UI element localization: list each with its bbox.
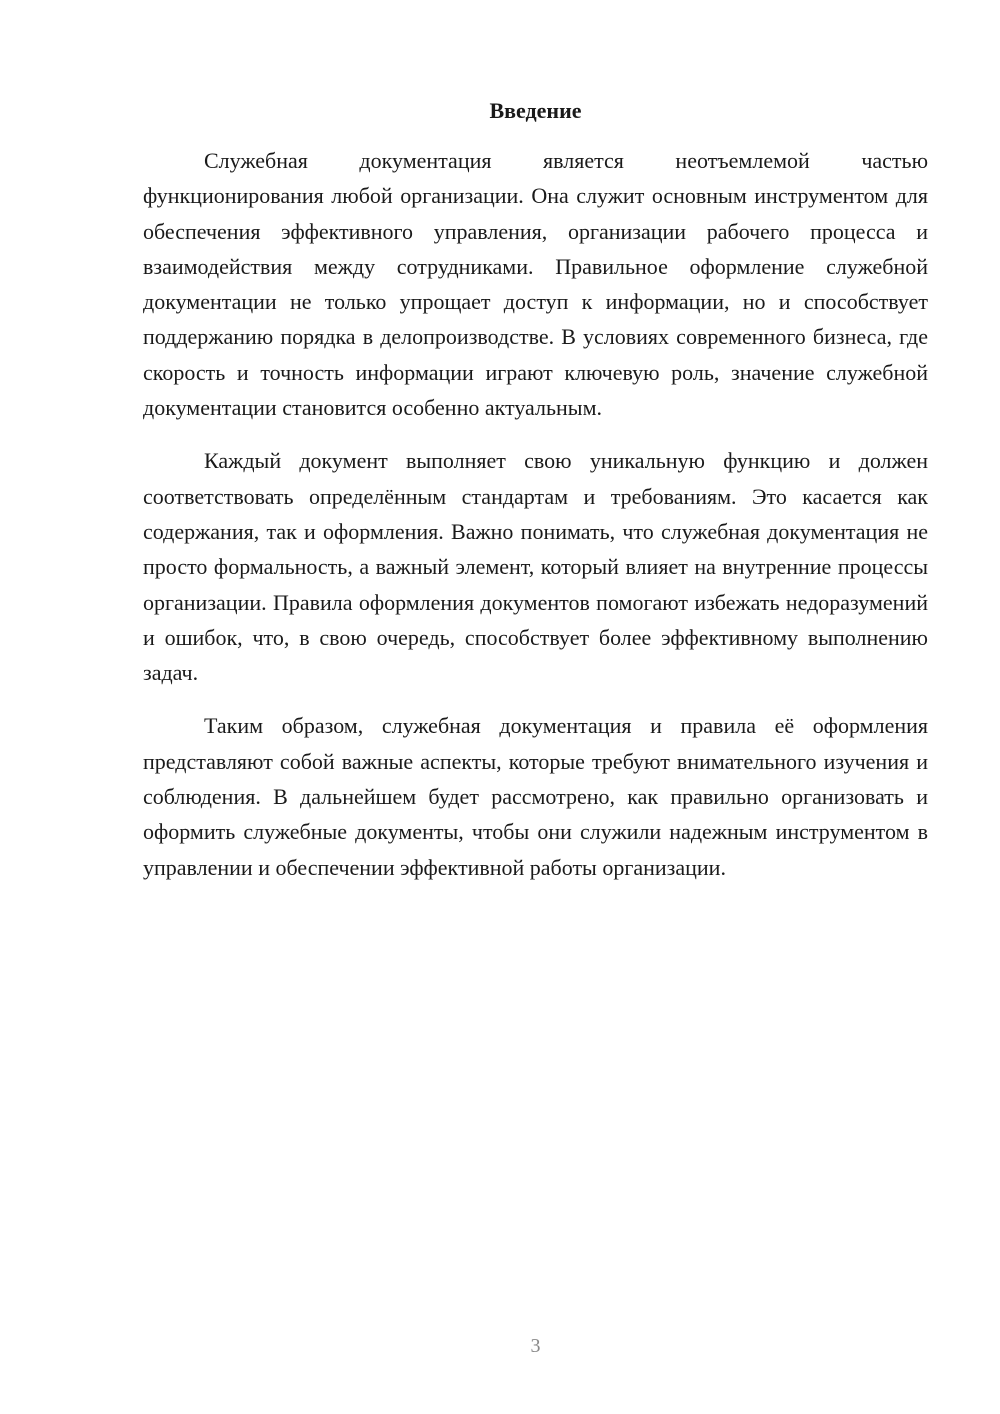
body-text	[143, 143, 928, 903]
section-title: Введение	[489, 98, 582, 123]
paragraph: Каждый документ выполняет свою уникальную функцию и должен соответствовать определённым стандартам и требованиям. Это касается как содержания, так и оформления. Важно понимать, что служебная документация не просто формальность, а важный элемент, который влияет на внутренние процессы организации. Правила оформления документов помогают избежать недоразумений и ошибок, что, в свою очередь, способствует более эффективному выполнению задач.	[143, 448, 928, 686]
paragraph: Таким образом, служебная документация и правила её оформления представляют собой важные аспекты, которые требуют внимательного изучения и соблюдения. В дальнейшем будет рассмотрено, как правильно организовать и оформить служебные документы, чтобы они служили надежным инструментом в управлении и обеспечении эффективной работы организации.	[143, 713, 928, 880]
page-number: 3	[530, 1335, 541, 1357]
paragraph: Служебная документация является неотъемлемой частью функционирования любой организации. Она служит основным инструментом для обеспечения эффективного управления, организации рабочего процесса и взаимодействия между сотрудниками. Правильное оформление служебной документации не только упрощает доступ к информации, но и способствует поддержанию порядка в делопроизводстве. В условиях современного бизнеса, где скорость и точность информации играют ключевую роль, значение служебной документации становится особенно актуальным.	[143, 148, 928, 421]
